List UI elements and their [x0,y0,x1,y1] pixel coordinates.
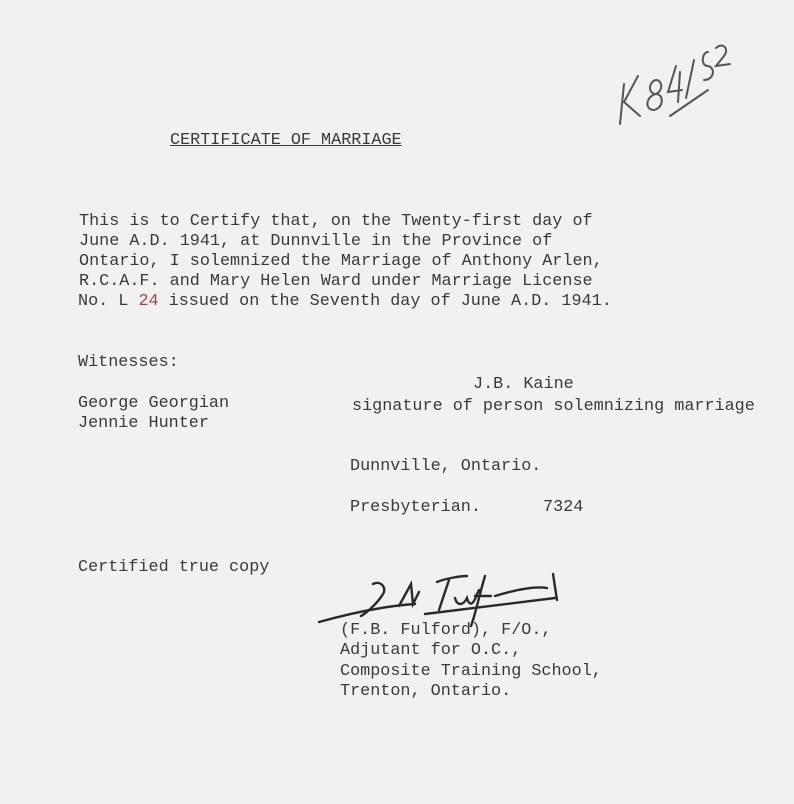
line5-suffix: issued on the Seventh day of June A.D. 1941. [158,292,612,311]
certified-true-copy-label: Certified true copy [78,558,270,577]
witness-1: George Georgian [78,394,230,413]
body-line-5 [78,292,612,312]
signatory-line-2: Adjutant for O.C., [340,641,522,660]
witnesses-label: Witnesses: [78,353,179,372]
license-number: 24 [138,292,159,311]
denomination: Presbyterian. [350,498,481,517]
body-line-2: June A.D. 1941, at Dunnville in the Province of [79,232,553,251]
signatory-line-3: Composite Training School, [340,662,602,681]
body-line-3: Ontario, I solemnized the Marriage of Anthony Arlen, [79,252,603,271]
officiant-caption: signature of person solemnizing marriage [352,397,755,416]
officiant-name: J.B. Kaine [473,375,574,394]
signatory-line-4: Trenton, Ontario. [340,682,512,701]
body-line-1: This is to Certify that, on the Twenty-first day of [79,212,593,231]
registration-number: 7324 [543,498,584,517]
witness-2: Jennie Hunter [78,414,209,433]
officiant-place: Dunnville, Ontario. [350,457,542,476]
handwritten-reference-number [612,36,752,136]
signatory-line-1: (F.B. Fulford), F/O., [340,621,552,640]
line5-prefix: No. L [78,292,139,311]
document-title: CERTIFICATE OF MARRIAGE [170,131,402,150]
body-line-4: R.C.A.F. and Mary Helen Ward under Marriage License [79,272,593,291]
